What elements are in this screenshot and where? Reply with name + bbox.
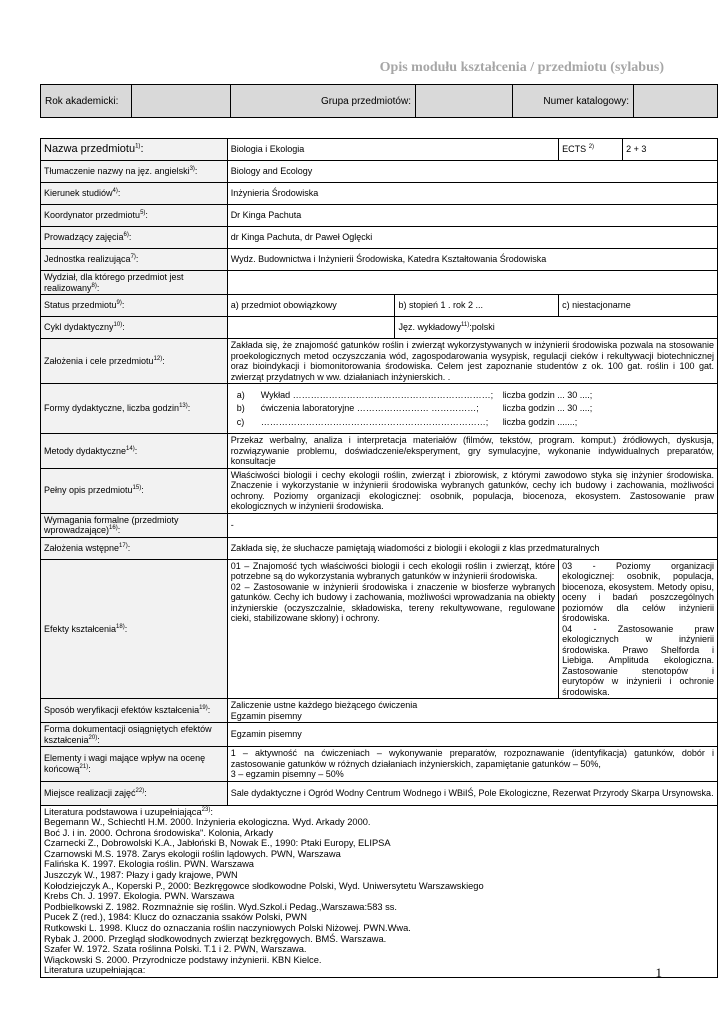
lecturers-label: Prowadzący zajęcia$^{6)}$: xyxy=(41,227,228,249)
forms-item: c) …………………………………………………………………; liczba godzin .......; xyxy=(236,416,578,427)
literature-item: Falińska K. 1997. Ekologia roślin. PWN. Warszawa xyxy=(44,859,254,870)
documentation-value: Egzamin pisemny xyxy=(227,723,717,747)
goals-value: Zakłada się, że znajomość gatunków roślin i zwierząt wykorzystywanych w inżynierii środowiska pozwala na stosowanie proekologicznych metod oczyszczania wód, zagospodarowania wysypisk, regulacji cieków i rekultywacji biotechnicznej oraz bioindykacji i biomonitorowania środowiska. Celem jest zapoznanie studentów z ok. 100 gat. roślin i 100 gat. zwierząt przydatnych w ww. działaniach inżynierskich. . xyxy=(227,339,717,384)
grading-value: 1 – aktywność na ćwiczeniach – wykonywanie preparatów, rozpoznawanie (identyfikacja) gatunków, dobór i zastosowanie gatunków w różnych działaniach inżynierskich, zapamiętanie gatunków – 50%, 3 – egzamin pisemny – 50% xyxy=(227,747,717,782)
literature-item: Podbielkowski Z. 1982. Rozmnażnie się roślin. Wyd.Szkol.i Pedag.,Warszawa:583 ss. xyxy=(44,901,398,912)
unit-label: Jednostka realizująca$^{7)}$: xyxy=(41,249,228,271)
row-methods xyxy=(41,434,718,469)
row-description xyxy=(41,468,718,513)
ects-value: 2 + 3 xyxy=(623,139,718,161)
forms-item: a) Wykład …………………………………………………………; liczba godzin ... 30 ....; xyxy=(236,389,593,400)
literature-heading: Literatura podstawowa i uzupełniająca$^{23)}$: xyxy=(44,806,213,817)
row-location xyxy=(41,781,718,805)
outcomes-left: 01 – Znajomość tych właściwości biologii i cech ekologii roślin i zwierząt, które potrzebne są do wykorzystania wybranych gatunków w inżynierii środowiska. 02 – Zastosowanie w inżynierii środowiska i znaczenie w biosferze wybranych gatunków. Cechy ich budowy i zachowania, możliwości wprowadzania na obiekty inżynierskie (oczyszczalnie, składowiska, tereny rekultywowane, regulowane cieki, stabilizowane skłony) i ochrony. xyxy=(227,559,558,699)
lecturers-value: dr Kinga Pachuta, dr Paweł Oglęcki xyxy=(227,227,717,249)
outcomes-label: Efekty kształcenia$^{18)}$: xyxy=(41,559,228,699)
row-coordinator xyxy=(41,205,718,227)
documentation-label: Forma dokumentacji osiągniętych efektów kształcenia$^{20)}$: xyxy=(41,723,228,747)
row-unit xyxy=(41,249,718,271)
header-table xyxy=(40,84,718,118)
literature-item: Rutkowski L. 1998. Klucz do oznaczania roślin naczyniowych Polski Niżowej. PWN.Wwa. xyxy=(44,923,411,934)
academic-year-value xyxy=(132,85,231,118)
catalog-number-value xyxy=(634,85,718,118)
literature-item: Literatura uzupełniająca: xyxy=(44,965,146,976)
subject-group-label: Grupa przedmiotów: xyxy=(231,85,416,118)
methods-label: Metody dydaktyczne$^{14)}$: xyxy=(41,434,228,469)
literature-item: Czarnecki Z., Dobrowolski K.A., Jabłoński B, Nowak E., 1990: Ptaki Europy, ELIPSA xyxy=(44,838,391,849)
outcomes-right: 03 - Poziomy organizacji ekologicznej: osobnik, populacja, biocenoza, ekosystem. Metody opisu, oceny i badań poszczególnych poziomów dla celów inżynierii środowiska. 04 - Zastosowanie praw ekologicznych w inżynierii środowiska. Prawo Shelforda i Liebiga. Amplituda ekologiczna. Zastosowanie stenotopów i eurytopów w inżynierii i ochronie środowiska. xyxy=(559,559,718,699)
field-of-study-value: Inżynieria Środowiska xyxy=(227,183,717,205)
catalog-number-label: Numer katalogowy: xyxy=(513,85,634,118)
page-number: 1 xyxy=(655,965,662,980)
row-prerequisites xyxy=(41,537,718,559)
prerequisites-label: Założenia wstępne$^{17)}$: xyxy=(41,537,228,559)
description-value: Właściwości biologii i cechy ekologii roślin, zwierząt i zbiorowisk, z którymi zawodowo styka się inżynier środowiska. Znaczenie i wykorzystanie w inżynierii środowiska wybranych gatunków, cechy ich budowy i zachowania, możliwości ochrony. Poziomy organizacji ekologicznej: osobnik, populacja, biocenoza, ekosystem. Zastosowanie praw ekologicznych w inżynierii środowiska. xyxy=(227,468,717,513)
literature-item: Pucek Z (red.), 1984: Klucz do oznaczania ssaków Polski, PWN xyxy=(44,912,308,923)
row-status xyxy=(41,295,718,317)
ects-label: ECTS $^{2)}$ xyxy=(559,139,623,161)
cycle-label: Cykl dydaktyczny$^{10)}$: xyxy=(41,317,228,339)
row-lecturers xyxy=(41,227,718,249)
literature-item: Czarnowski M.S. 1978. Zarys ekologii roślin lądowych. PWN, Warszawa xyxy=(44,848,341,859)
literature-item: Begemann W., Schiechtl H.M. 2000. Inżynieria ekologiczna. Wyd. Arkady 2000. xyxy=(44,817,371,828)
verification-value: Zaliczenie ustne każdego bieżącego ćwiczenia Egzamin pisemny xyxy=(227,699,717,723)
language-value: Jęz. wykładowy$^{11)}$:polski xyxy=(395,317,718,339)
cycle-value xyxy=(227,317,395,339)
translation-label: Tłumaczenie nazwy na jęz. angielski$^{3)}$: xyxy=(41,161,228,183)
status-label: Status przedmiotu$^{9)}$: xyxy=(41,295,228,317)
document-title: Opis modułu kształcenia / przedmiotu (sylabus) xyxy=(379,60,664,75)
syllabus-table xyxy=(40,138,718,978)
methods-value: Przekaz werbalny, analiza i interpretacja materiałów (filmów, tekstów, program. komput.) źródłowych, dyskusja, rozwiązywanie problemu, doświadczenie/eksperyment, gry symulacyjne, wykonanie indywidualnych preparatów, konsultacje xyxy=(227,434,717,469)
grading-label: Elementy i wagi mające wpływ na ocenę końcową$^{21)}$: xyxy=(41,747,228,782)
field-of-study-label: Kierunek studiów$^{4)}$: xyxy=(41,183,228,205)
row-literature xyxy=(41,805,718,978)
literature-cell xyxy=(41,805,718,978)
forms-item: b) ćwiczenia laboratoryjne …………………… ……………; liczba godzin ... 30 ....; xyxy=(236,403,593,414)
literature-item: Wiąckowski S. 2000. Przyrodnicze podstawy inżynierii. KBN Kielce. xyxy=(44,954,322,965)
row-requirements xyxy=(41,513,718,537)
row-subject-name xyxy=(41,139,718,161)
literature-item: Boć J. i in. 2000. Ochrona środowiska". Kolonia, Arkady xyxy=(44,827,274,838)
forms-value xyxy=(227,384,717,434)
row-verification xyxy=(41,699,718,723)
subject-group-value xyxy=(416,85,513,118)
requirements-label: Wymagania formalne (przedmioty wprowadzające)$^{16)}$: xyxy=(41,513,228,537)
row-outcomes xyxy=(41,559,718,699)
unit-value: Wydz. Budownictwa i Inżynierii Środowiska, Katedra Kształtowania Środowiska xyxy=(227,249,717,271)
academic-year-label: Rok akademicki: xyxy=(41,85,132,118)
row-forms xyxy=(41,384,718,434)
prerequisites-value: Zakłada się, że słuchacze pamiętają wiadomości z biologii i ekologii z klas przedmaturalnych xyxy=(227,537,717,559)
status-mandatory: a) przedmiot obowiązkowy xyxy=(227,295,395,317)
row-documentation xyxy=(41,723,718,747)
row-field-of-study xyxy=(41,183,718,205)
literature-item: Krebs Ch. J. 1997. Ekologia. PWN. Warszawa xyxy=(44,891,235,902)
row-translation xyxy=(41,161,718,183)
subject-name-value: Biologia i Ekologia xyxy=(227,139,558,161)
row-cycle xyxy=(41,317,718,339)
faculty-label: Wydział, dla którego przedmiot jest realizowany$^{8)}$: xyxy=(41,271,228,295)
forms-label: Formy dydaktyczne, liczba godzin$^{13)}$: xyxy=(41,384,228,434)
coordinator-value: Dr Kinga Pachuta xyxy=(227,205,717,227)
coordinator-label: Koordynator przedmiotu$^{5)}$: xyxy=(41,205,228,227)
translation-value: Biology and Ecology xyxy=(227,161,717,183)
description-label: Pełny opis przedmiotu$^{15)}$: xyxy=(41,468,228,513)
faculty-value xyxy=(227,271,717,295)
row-faculty xyxy=(41,271,718,295)
status-degree-year: b) stopień 1 . rok 2 ... xyxy=(395,295,559,317)
literature-item: Szafer W. 1972. Szata roślinna Polski. T.1 i 2. PWN, Warszawa. xyxy=(44,944,307,955)
row-grading xyxy=(41,747,718,782)
goals-label: Założenia i cele przedmiotu$^{12)}$: xyxy=(41,339,228,384)
requirements-value: - xyxy=(227,513,717,537)
literature-item: Kołodziejczyk A., Koperski P., 2000: Bezkręgowce słodkowodne Polski, Wyd. Uniwersytetu Warszawskiego xyxy=(44,880,484,891)
location-label: Miejsce realizacji zajęć$^{22)}$: xyxy=(41,781,228,805)
row-goals xyxy=(41,339,718,384)
literature-item: Juszczyk W., 1987: Płazy i gady krajowe, PWN xyxy=(44,870,238,881)
location-value: Sale dydaktyczne i Ogród Wodny Centrum Wodnego i WBiIŚ, Pole Ekologiczne, Rezerwat Przyrody Skarpa Ursynowska. xyxy=(227,781,717,805)
subject-name-label: Nazwa przedmiotu$^{1)}$: xyxy=(41,139,228,161)
literature-list xyxy=(44,817,714,976)
verification-label: Sposób weryfikacji efektów kształcenia$^{19)}$: xyxy=(41,699,228,723)
literature-item: Rybak J. 2000. Przegląd słodkowodnych zwierząt bezkręgowych. BMŚ. Warszawa. xyxy=(44,933,387,944)
status-mode: c) niestacjonarne xyxy=(559,295,718,317)
